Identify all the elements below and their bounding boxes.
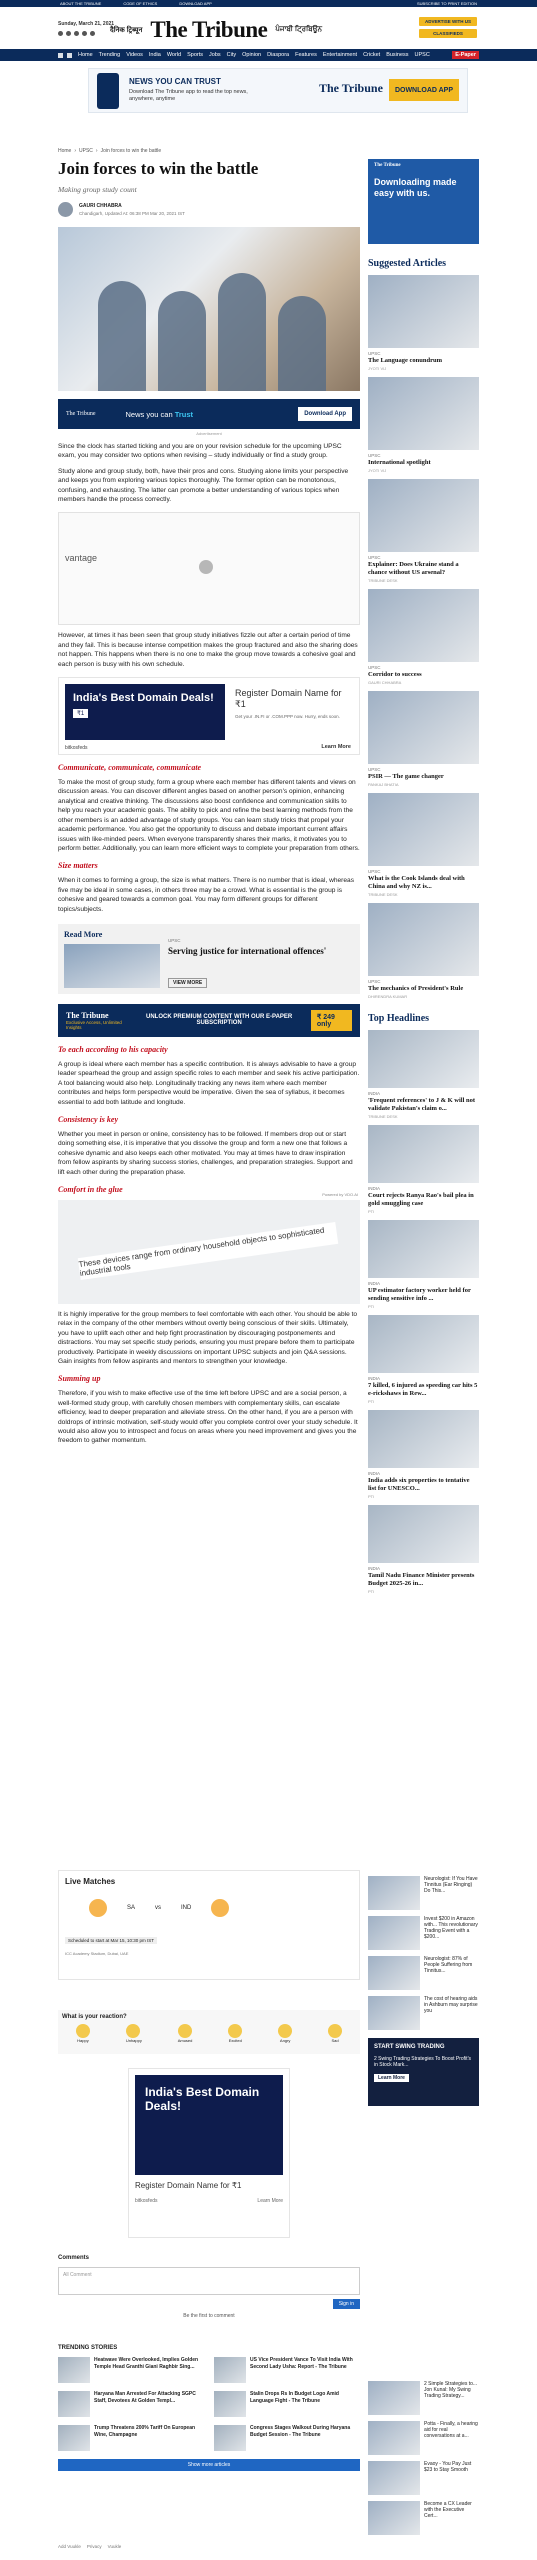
unhappy-emoji-icon — [126, 2024, 140, 2038]
article-column — [58, 148, 360, 1446]
headline-item[interactable] — [368, 1410, 479, 1499]
amused-emoji-icon — [178, 2024, 192, 2038]
ad-label: Advertisement — [196, 431, 222, 436]
top-strip — [0, 0, 537, 7]
paragraph: Study alone and group study, both, have their pros and cons. Studying alone limits your perspective and keeps you from exploring various topics thoroughly. The former option can be monotonous, confusing, and exhausting. The latter can promote a better understanding of various topics when members handle the process correctly. — [58, 467, 349, 504]
instagram-icon[interactable] — [74, 31, 79, 36]
headline-title[interactable]: 'Frequent references' to J & K will not validate Pakistan's claim o... — [368, 1097, 476, 1112]
trending-item-title: Heatwave Were Overlooked, Implies Golden Temple Head Granthi Giani Raghbir Sing... — [94, 2357, 199, 2370]
masthead-actions — [419, 17, 477, 38]
sponsored-title: The cost of hearing aids in Ashburn may surprise you — [424, 1996, 478, 2014]
headline-image — [368, 1220, 479, 1278]
trading-ad-sub: 2 Swing Trading Strategies To Boost Profit's in Stock Mark... — [374, 2056, 472, 2068]
hero-figure — [218, 273, 266, 391]
advertise-button[interactable]: ADVERTISE WITH US — [419, 17, 477, 26]
brand-row — [110, 17, 322, 43]
sponsored-title: Neurologist: If You Have Tinnitus (Ear Ringing) Do This... — [424, 1876, 478, 1894]
suggested-category: UPSC — [368, 665, 381, 670]
sidebar — [368, 159, 479, 1594]
sponsored-item[interactable] — [368, 2461, 479, 2495]
sidebar-ad-logo: The Tribune — [374, 163, 401, 168]
angry-emoji-icon — [278, 2024, 292, 2038]
menu-icon[interactable] — [58, 53, 63, 58]
sponsored-item[interactable] — [368, 1876, 479, 1910]
headline-title[interactable]: Tamil Nadu Finance Minister presents Budget 2025-26 in... — [368, 1572, 475, 1587]
domain-ad-visual — [65, 684, 225, 740]
sponsored-item[interactable] — [368, 1916, 479, 1950]
domain-ad-brand: bitkosfeds — [65, 745, 88, 752]
suggested-category: UPSC — [368, 869, 381, 874]
suggested-category: UPSC — [368, 555, 381, 560]
sponsored-thumb — [368, 2381, 420, 2415]
trending-item[interactable] — [214, 2357, 360, 2383]
classifieds-button[interactable]: CLASSIFIEDS — [419, 29, 477, 38]
sponsored-sidebar — [368, 1870, 479, 2106]
section-heading: Communicate, communicate, communicate — [58, 763, 202, 773]
headline-item[interactable] — [368, 1505, 479, 1594]
read-more-image — [64, 944, 160, 988]
nav-features[interactable]: Features — [295, 52, 317, 58]
domain-ad-2-learn[interactable]: Learn More — [257, 2198, 283, 2204]
versus-label: vs — [155, 1905, 162, 1911]
crumb-home[interactable]: Home — [58, 148, 72, 154]
suggested-item[interactable] — [368, 793, 479, 897]
nav-diaspora[interactable]: Diaspora — [267, 52, 290, 58]
headline-category: INDIA — [368, 1376, 381, 1381]
headline-category: INDIA — [368, 1186, 381, 1191]
suggested-category: UPSC — [368, 453, 381, 458]
epaper-ad-price[interactable]: ₹ 249 only — [311, 1010, 352, 1031]
domain-ad[interactable] — [58, 677, 360, 755]
hindi-brand-link[interactable]: दैनिक ट्रिब्यून — [110, 26, 143, 34]
main-nav — [0, 49, 537, 61]
sponsored-thumb — [368, 1916, 420, 1950]
masthead — [0, 7, 537, 49]
article-title: Join forces to win the battle — [58, 159, 259, 178]
trending-item-title: Congress Stages Walkout During Haryana Budget Session - The Tribune — [250, 2425, 351, 2438]
nav-upsc[interactable]: UPSC — [414, 52, 430, 58]
headline-source: PTI — [368, 1399, 375, 1404]
sponsored-thumb — [368, 1996, 420, 2030]
epaper-ad-brand: The Tribune — [66, 1010, 109, 1020]
team-one: SA — [127, 1905, 136, 1911]
sponsored-item[interactable] — [368, 2421, 479, 2455]
suggested-title[interactable]: What is the Cook Islands deal with China and why NZ is... — [368, 875, 465, 890]
vdo-caption: These devices range from ordinary household objects to sophisticated industrial tools — [78, 1222, 339, 1280]
domain-ad-2-headline: India's Best Domain Deals! — [145, 2085, 260, 2113]
sponsored-item[interactable] — [368, 2381, 479, 2415]
suggested-title[interactable]: PSIR — The game changer — [368, 773, 444, 780]
linkedin-icon[interactable] — [90, 31, 95, 36]
nav-icons — [58, 53, 72, 58]
read-more-card[interactable] — [58, 924, 360, 994]
nav-jobs[interactable]: Jobs — [209, 52, 221, 58]
paragraph: Since the clock has started ticking and you are on your revision schedule for the upcoming UPSC exam, you may consider two options when revising – study individually or find a study group. — [58, 443, 342, 460]
sponsored-item[interactable] — [368, 1956, 479, 1990]
read-more-category: UPSC — [168, 937, 181, 943]
vantage-logo: vantage — [65, 553, 98, 564]
happy-emoji-icon — [76, 2024, 90, 2038]
paragraph: When it comes to forming a group, the size is what matters. There is no number that is ideal, whereas five may be ideal in some cases, in others three may be a crowd. What is essential is the group is cohesive and geared towards a common goal. You may form different groups for different topics/subjects. — [58, 877, 355, 913]
youtube-icon[interactable] — [82, 31, 87, 36]
suggested-author: PANKAJ BHATIA — [368, 782, 399, 787]
live-matches-title: Live Matches — [65, 1877, 116, 1886]
sponsored-thumb — [368, 2501, 420, 2535]
about-link[interactable]: ABOUT THE TRIBUNE — [60, 1, 102, 6]
suggested-image — [368, 903, 479, 976]
suggested-title[interactable]: Corridor to success — [368, 671, 422, 678]
read-more-title[interactable]: Serving justice for international offences' — [168, 945, 327, 956]
headline-source: TRIBUNE DESK — [368, 1114, 398, 1119]
suggested-image — [368, 793, 479, 866]
team-flag-icon — [211, 1899, 229, 1917]
suggested-author: TRIBUNE DESK — [368, 892, 398, 897]
suggested-heading: Suggested Articles — [368, 258, 447, 269]
trending-item[interactable] — [214, 2425, 360, 2451]
headline-title[interactable]: Court rejects Ranya Rao's bail plea in gold smuggling case — [368, 1192, 474, 1207]
banner-slogan: News you can Trust — [125, 409, 194, 419]
headline-image — [368, 1125, 479, 1183]
trending-item-title: Stalin Drops Rs In Budget Logo Amid Language Fight - The Tribune — [250, 2391, 339, 2404]
hero-image — [58, 227, 360, 391]
trending-thumb — [214, 2357, 246, 2383]
headline-image — [368, 1505, 479, 1563]
crumb-upsc[interactable]: UPSC — [79, 148, 93, 154]
live-matches-widget — [58, 1870, 360, 1980]
trending-thumb — [58, 2391, 90, 2417]
reaction-angry[interactable]: Angry — [278, 2024, 292, 2043]
sponsored-thumb — [368, 2461, 420, 2495]
suggested-title[interactable]: Explainer: Does Ukraine stand a chance without US arsenal? — [368, 561, 459, 576]
headline-title[interactable]: 7 killed, 6 injured as speeding car hits 5 e-rickshaws in Rew... — [368, 1382, 478, 1397]
reaction-widget — [58, 2010, 360, 2054]
domain-learn-more[interactable]: Learn More — [321, 744, 351, 751]
reaction-excited[interactable]: Excited — [228, 2024, 242, 2043]
domain-ad-2-brand: bitkosfeds — [135, 2198, 158, 2204]
domain-ad-price: ₹1 — [73, 709, 88, 718]
nav-sports[interactable]: Sports — [187, 52, 204, 58]
updated-time: Chandigarh, Updated At: 06:38 PM Mar 20, 2021 IST — [79, 211, 185, 216]
suggested-item[interactable] — [368, 275, 479, 371]
suggested-image — [368, 377, 479, 450]
nav-cricket[interactable]: Cricket — [363, 52, 381, 58]
trading-ad[interactable] — [368, 2038, 479, 2106]
sponsored-item[interactable] — [368, 2501, 479, 2535]
reaction-happy[interactable]: Happy — [76, 2024, 90, 2043]
suggested-title[interactable]: The Language conundrum — [368, 357, 443, 364]
epaper-ad-text: UNLOCK PREMIUM CONTENT WITH OUR E-PAPER SUBSCRIPTION — [146, 1014, 293, 1027]
paragraph: However, at times it has been seen that group study initiatives fizzle out after a certain period of time and they fail. This is because intense competition makes the group fractured and also the sharing does not happen. This happens when there is no one to make the group move towards a cohesive goal and each person is busy with his own schedule. — [58, 632, 358, 668]
domain-ad-title: Register Domain Name for ₹1 — [235, 688, 342, 710]
suggested-author: GAURI CHHABRA — [368, 680, 402, 685]
sponsored-thumb — [368, 2421, 420, 2455]
nav-opinion[interactable]: Opinion — [242, 52, 262, 58]
suggested-category: UPSC — [368, 767, 381, 772]
suggested-title[interactable]: International spotlight — [368, 459, 431, 466]
nav-world[interactable]: World — [166, 52, 182, 58]
add-vuukle-link[interactable]: Add Vuukle — [58, 2544, 81, 2549]
reaction-options — [58, 2024, 360, 2043]
sponsored-title: Become a CX Leader with the Executive Cert... — [424, 2501, 472, 2519]
section-heading: Comfort in the glue — [58, 1185, 123, 1194]
comment-footer — [58, 2544, 121, 2549]
trending-thumb — [214, 2425, 246, 2451]
sponsored-item[interactable] — [368, 1996, 479, 2030]
ad-brand: The Tribune — [319, 81, 383, 95]
phone-graphic — [97, 73, 119, 109]
section-heading: Consistency is key — [58, 1114, 118, 1124]
nav-city[interactable]: City — [226, 52, 237, 58]
headline-item[interactable] — [368, 1125, 479, 1214]
vdo-tag: Powered by VDO.AI — [322, 1192, 358, 1197]
sidebar-ad-text: Downloading made easy with us. — [374, 177, 457, 198]
download-app-link[interactable]: DOWNLOAD APP — [179, 1, 212, 6]
trending-item-title: US Vice President Vance To Visit India With Second Lady Usha: Report - The Tribune — [250, 2357, 353, 2370]
comment-input[interactable]: All Comment — [58, 2267, 360, 2295]
suggested-image — [368, 275, 479, 348]
top-app-ad[interactable] — [88, 68, 468, 113]
section-heading: To each according to his capacity — [58, 1044, 168, 1054]
trading-ad-title: START SWING TRADING — [374, 2044, 445, 2050]
suggested-item[interactable] — [368, 377, 479, 473]
reaction-sad[interactable]: Sad — [328, 2024, 342, 2043]
top-headlines-heading: Top Headlines — [368, 1013, 430, 1024]
download-app-button[interactable]: DOWNLOAD APP — [389, 79, 459, 101]
headline-category: INDIA — [368, 1566, 381, 1571]
reaction-amused[interactable]: Amused — [178, 2024, 193, 2043]
suggested-title[interactable]: The mechanics of President's Rule — [368, 985, 464, 992]
sponsored-title: 2 Simple Strategies to... Jon Kunal: My Swing Trading Strategy... — [424, 2381, 478, 2399]
trending-stories — [58, 2345, 360, 2471]
punjabi-brand-link[interactable]: ਪੰਜਾਬੀ ਟ੍ਰਿਬਿਊਨ — [275, 26, 323, 33]
site-logo[interactable]: The Tribune — [150, 17, 268, 42]
nav-india[interactable]: India — [148, 52, 161, 58]
team-flag-icon — [89, 1899, 107, 1917]
suggested-image — [368, 589, 479, 662]
domain-ad-headline: India's Best Domain Deals! — [73, 692, 214, 705]
first-comment-prompt: Be the first to comment — [183, 2313, 235, 2319]
ad-headline: NEWS YOU CAN TRUST — [129, 77, 221, 86]
nav-entertainment[interactable]: Entertainment — [322, 52, 358, 58]
suggested-item[interactable] — [368, 691, 479, 787]
ethics-link[interactable]: CODE OF ETHICS — [123, 1, 158, 6]
headline-title[interactable]: UP estimator factory worker held for sending sensitive info ... — [368, 1287, 471, 1302]
suggested-item[interactable] — [368, 479, 479, 583]
paragraph: Therefore, if you wish to make effective use of the time left before UPSC and are a social person, a well-formed study group, with carefully chosen members with complementary skills, can escalate efficiency, lead to deeper preparation and alleviate stress. On the other hand, if you are a person with doldrops of intrinsic motivation, self-study would offer you complete control over your study schedule. It would also allow you to introspect and focus on areas where you need improvement and gives you the freedom to gather momentum. — [58, 1390, 358, 1445]
trending-thumb — [58, 2425, 90, 2451]
match-card[interactable] — [89, 1899, 229, 1917]
trending-item[interactable] — [58, 2391, 204, 2417]
comments-section — [58, 2255, 360, 2325]
trending-item-title: Trump Threatens 200% Tariff On European Wine, Champagne — [94, 2425, 196, 2438]
suggested-image — [368, 479, 479, 552]
show-more-button[interactable]: Show more articles — [58, 2459, 360, 2471]
suggested-author: JYOTI VIJ — [368, 366, 387, 371]
comments-title: Comments — [58, 2255, 90, 2261]
breadcrumb: Home › UPSC › Join forces to win the battle — [58, 148, 162, 154]
banner-brand: The Tribune — [66, 411, 96, 417]
nav-videos[interactable]: Videos — [126, 52, 143, 58]
masthead-left — [58, 21, 114, 36]
sponsored-title: Evaoy - You Pay Just $23 to Stay Smooth — [424, 2461, 472, 2473]
author-name[interactable]: GAURI CHHABRA — [79, 203, 122, 209]
facebook-icon[interactable] — [58, 31, 63, 36]
suggested-author: TRIBUNE DESK — [368, 578, 398, 583]
current-date: Sunday, March 21, 2021 — [58, 20, 115, 27]
vuukle-brand: Vuukle — [107, 2544, 122, 2549]
app-banner-ad[interactable] — [58, 399, 360, 429]
suggested-author: DHIRENDRA KUMAR — [368, 994, 408, 999]
epaper-ad-sub: Exclusive Access, Unlimited Insights — [66, 1019, 122, 1030]
sponsored-thumb — [368, 1876, 420, 1910]
social-links — [58, 31, 114, 36]
team-two: IND — [181, 1905, 192, 1911]
sponsored-title: Invest $200 in Amazon with... This revolutionary Trading Event with a $200... — [424, 1916, 478, 1940]
trending-item-title: Haryana Man Arrested For Attacking SGPC Staff, Devotees At Golden Templ... — [94, 2391, 196, 2404]
trending-item[interactable] — [58, 2425, 204, 2451]
domain-ad-2-visual — [135, 2075, 283, 2175]
trending-item[interactable] — [58, 2357, 204, 2383]
headline-category: INDIA — [368, 1281, 381, 1286]
suggested-author: JYOTI VIJ — [368, 468, 387, 473]
section-heading: Size matters — [58, 861, 98, 871]
view-more-button[interactable]: VIEW MORE — [168, 978, 207, 988]
suggested-category: UPSC — [368, 979, 381, 984]
paragraph: A group is ideal where each member has a specific contribution. It is always advisable to have a group leader spearhead the group and assign specific roles to each member and seek his active participation. A tool balancing would also help. Longitudinally tracking any news item where each member contributes and helps form perspective would be imperative. Given the sea of syllabus, it becomes essential to add both latitude and longitude. — [58, 1060, 360, 1106]
trending-title: TRENDING STORIES — [58, 2345, 118, 2351]
headline-image — [368, 1315, 479, 1373]
match-venue: ICC Academy Stadium, Dubai, UAE — [65, 1951, 129, 1956]
trending-item[interactable] — [214, 2391, 360, 2417]
reaction-title: What is your reaction? — [62, 2014, 127, 2020]
headline-source: PTI — [368, 1304, 375, 1309]
domain-ad-sub: Get your .IN.FI or .COM.PPP now. Hurry, ends soon. — [235, 714, 340, 720]
twitter-icon[interactable] — [66, 31, 71, 36]
nav-home[interactable]: Home — [78, 52, 93, 58]
epaper-subscription-ad[interactable] — [58, 1004, 360, 1037]
headline-source: PTI — [368, 1589, 375, 1594]
sidebar-bottom-ads — [368, 2375, 479, 2535]
trending-thumb — [58, 2357, 90, 2383]
headline-item[interactable] — [368, 1315, 479, 1404]
hero-figure — [98, 281, 146, 391]
sponsored-thumb — [368, 1956, 420, 1990]
sponsored-title: Neurologist: 87% of People Suffering from Tinnitus... — [424, 1956, 473, 1974]
sponsored-title: Potta - Finally, a hearing aid for real conversations at a... — [424, 2421, 478, 2439]
banner-download-button[interactable]: Download App — [298, 407, 352, 421]
headline-title[interactable]: India adds six properties to tentative list for UNESCO... — [368, 1477, 470, 1492]
epaper-button[interactable]: E-Paper — [452, 51, 479, 59]
domain-ad-2[interactable] — [128, 2068, 290, 2238]
suggested-image — [368, 691, 479, 764]
headline-image — [368, 1410, 479, 1468]
sign-in-button[interactable]: Sign in — [333, 2299, 360, 2309]
hero-figure — [158, 291, 206, 391]
headline-item[interactable] — [368, 1030, 479, 1119]
video-ad[interactable] — [58, 512, 360, 625]
match-schedule: Scheduled to start at Mar 15, 10:30 pm IST — [65, 1937, 157, 1944]
excited-emoji-icon — [228, 2024, 242, 2038]
vdo-video-ad[interactable] — [58, 1192, 360, 1304]
read-more-label: Read More — [64, 929, 103, 939]
ad-text: Download The Tribune app to read the top news, anywhere, anytime — [129, 89, 248, 102]
headline-category: INDIA — [368, 1091, 381, 1096]
hero-figure — [278, 296, 326, 391]
suggested-item[interactable] — [368, 589, 479, 685]
paragraph: To make the most of group study, form a group where each member has different talents and views on discussion areas. You can discover different angles based on another person's opinion, enhancing analytical and creative thinking. The discussions also boost confidence and communication skills to help you reach your academic goals. The ability to pick and refine the best learning methods from the other members is an added advantage of study groups. You can learn study tricks that propel your academic performance. You also get the opportunity to discuss and debate important current affairs issues with like-minded peers. When everyone transparently shares their marks, it motivates you to perform better. Additionally, you can learn more efficient ways to complete your preparation from others. — [58, 779, 360, 852]
headline-category: INDIA — [368, 1471, 381, 1476]
article-subtitle: Making group study count — [58, 185, 137, 194]
paragraph: Whether you meet in person or online, consistency has to be followed. If members drop out or start doing something else, it is imperative that you dissolve the group and form a new one that follows a cohesive dynamic and also keeps each other motivated. You may at times have to draw inspiration from fellow aspirants by sharing success stories, challenges, and preparation strategies. Support and lift each other during the preparation phase. — [58, 1130, 353, 1176]
suggested-item[interactable] — [368, 903, 479, 999]
sidebar-ad[interactable] — [368, 159, 479, 244]
paragraph: It is highly imperative for the group members to feel comfortable with each other. You should be able to relax in the company of the other members without overtly being conscious of their skills. Ultimately, you have to uplift each other and help fight procrastination by discouraging postponements and distractions. You may set specific study periods, ensuring you must prepare before them to participate productively. Participate in weekly discussions on important UPSC subjects and join Q&A sessions. Gain insights from fellow aspirants and mentors to strengthen your knowledge. — [58, 1311, 358, 1366]
search-icon[interactable] — [67, 53, 72, 58]
section-heading: Summing up — [58, 1374, 101, 1384]
crumb-current: Join forces to win the battle — [100, 148, 162, 154]
domain-ad-2-title: Register Domain Name for ₹1 — [135, 2181, 242, 2190]
byline — [58, 202, 360, 217]
headline-source: PTI — [368, 1209, 375, 1214]
nav-trending[interactable]: Trending — [98, 52, 121, 58]
trading-ad-cta[interactable]: Learn More — [374, 2074, 409, 2082]
sad-emoji-icon — [328, 2024, 342, 2038]
author-avatar — [58, 202, 73, 217]
reaction-unhappy[interactable]: Unhappy — [126, 2024, 142, 2043]
headline-image — [368, 1030, 479, 1088]
headline-item[interactable] — [368, 1220, 479, 1309]
privacy-link[interactable]: Privacy — [86, 2544, 102, 2549]
nav-business[interactable]: Business — [386, 52, 409, 58]
subscribe-link[interactable]: SUBSCRIBE TO PRINT EDITION — [416, 1, 477, 6]
headline-source: PTI — [368, 1494, 375, 1499]
suggested-category: UPSC — [368, 351, 381, 356]
trending-thumb — [214, 2391, 246, 2417]
play-icon[interactable] — [199, 560, 213, 574]
